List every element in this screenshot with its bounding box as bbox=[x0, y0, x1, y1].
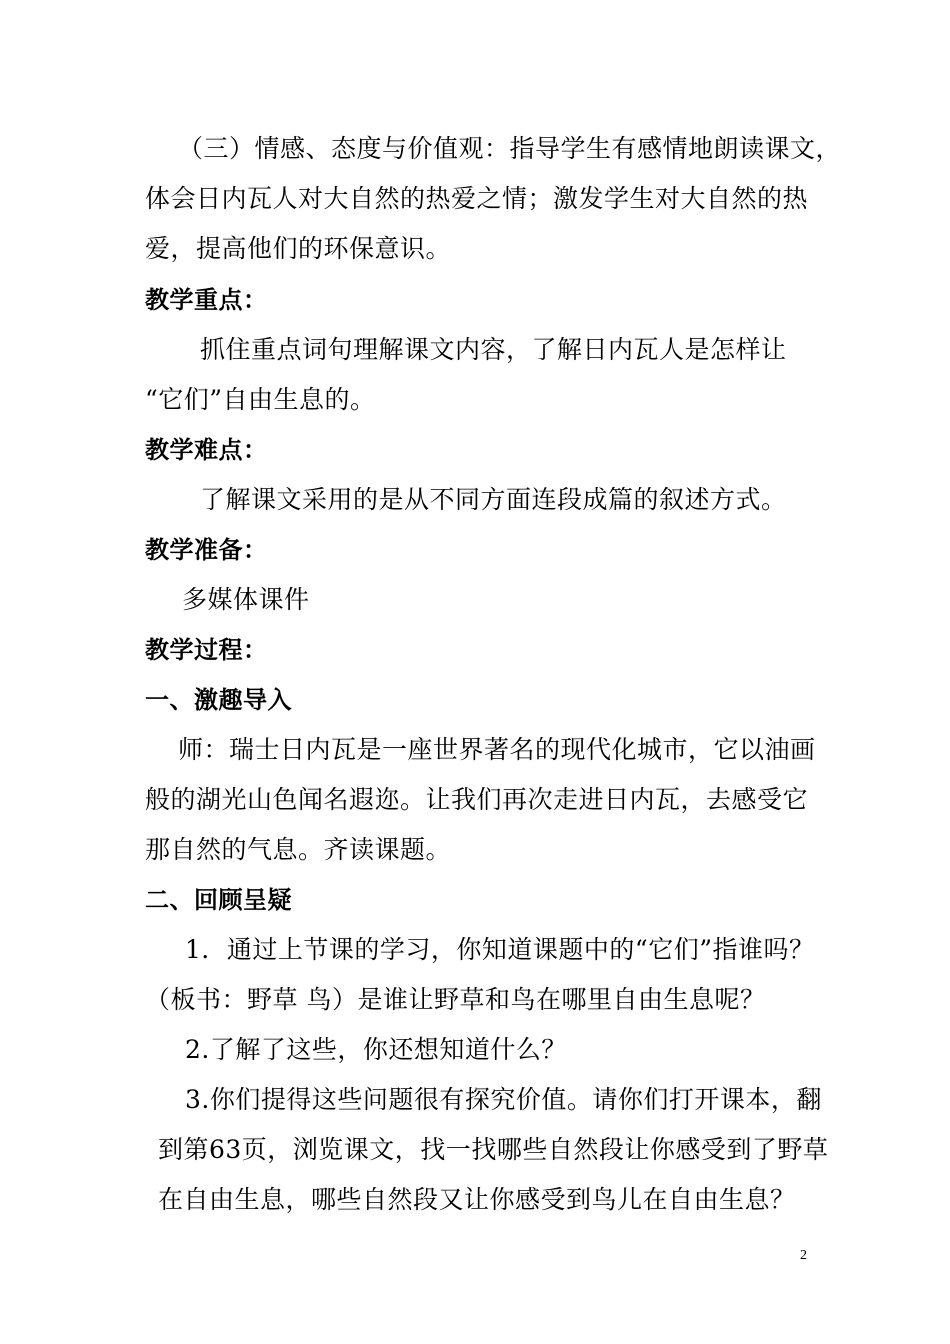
text-line: 了解课文采用的是从不同方面连段成篇的叙述方式。 bbox=[200, 485, 787, 514]
section-heading: 一、激趣导入 bbox=[145, 686, 292, 714]
text-line: 抓住重点词句理解课文内容，了解日内瓦人是怎样让 bbox=[200, 335, 787, 364]
text-line: 爱，提高他们的环保意识。 bbox=[145, 234, 452, 263]
section-heading: 教学过程： bbox=[145, 636, 268, 664]
text-line: （三）情感、态度与价值观：指导学生有感情地朗读课文， bbox=[178, 134, 842, 163]
text-line: 在自由生息，哪些自然段又让你感受到鸟儿在自由生息？ bbox=[158, 1185, 796, 1214]
section-heading: 二、回顾呈疑 bbox=[145, 886, 292, 914]
text-line: 般的湖光山色闻名遐迩。让我们再次走进日内瓦，去感受它 bbox=[145, 785, 809, 814]
text-line: 2.了解了这些，你还想知道什么？ bbox=[185, 1035, 567, 1064]
section-heading: 教学重点： bbox=[145, 286, 268, 314]
text-line: 体会日内瓦人对大自然的热爱之情；激发学生对大自然的热 bbox=[145, 184, 809, 213]
section-heading: 教学准备： bbox=[145, 536, 268, 564]
text-line: 3.你们提得这些问题很有探究价值。请你们打开课本，翻 bbox=[185, 1085, 822, 1114]
text-line: “它们”自由生息的。 bbox=[145, 385, 376, 414]
text-line: 1．通过上节课的学习，你知道课题中的“它们”指谁吗？ bbox=[185, 935, 815, 964]
text-line: 那自然的气息。齐读课题。 bbox=[145, 835, 452, 864]
text-line: 多媒体课件 bbox=[182, 585, 310, 614]
section-heading: 教学难点： bbox=[145, 436, 268, 464]
text-line: （板书：野草 鸟）是谁让野草和鸟在哪里自由生息呢？ bbox=[145, 985, 766, 1014]
text-line: 师：瑞士日内瓦是一座世界著名的现代化城市，它以油画 bbox=[178, 735, 816, 764]
text-line: 到第63页，浏览课文，找一找哪些自然段让你感受到了野草 bbox=[158, 1135, 829, 1164]
page-number: 2 bbox=[800, 1248, 807, 1263]
